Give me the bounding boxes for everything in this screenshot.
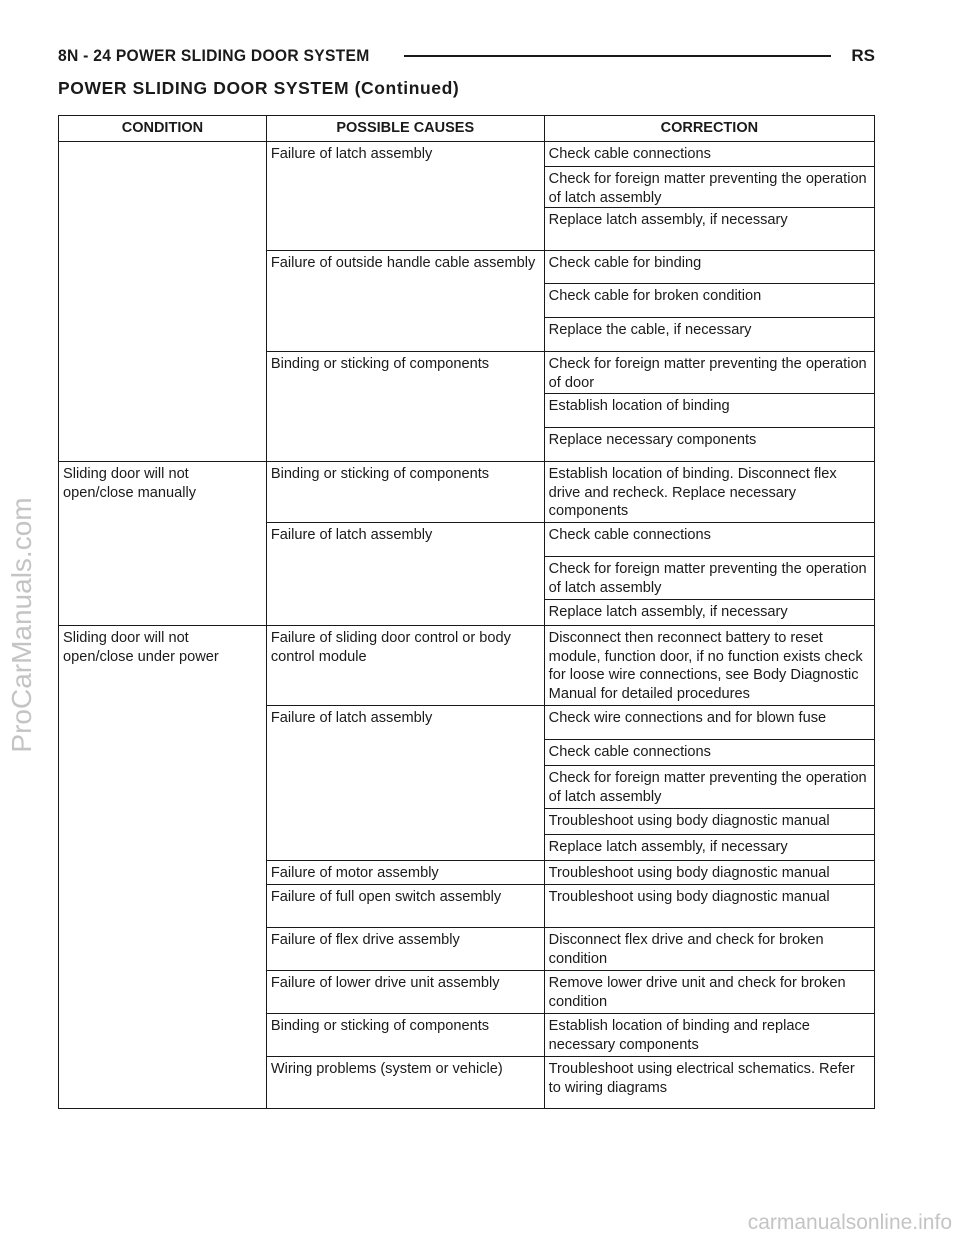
correction-cell: Check for foreign matter preventing the operation of door bbox=[544, 352, 874, 394]
page-header bbox=[58, 46, 875, 68]
cause-cell: Failure of latch assembly bbox=[266, 142, 544, 251]
correction-cell: Troubleshoot using electrical schematics. Refer to wiring diagrams bbox=[544, 1057, 874, 1109]
table-header-row bbox=[59, 116, 875, 142]
correction-cell: Check cable for broken condition bbox=[544, 284, 874, 318]
cause-cell: Failure of lower drive unit assembly bbox=[266, 971, 544, 1014]
cause-cell: Failure of motor assembly bbox=[266, 861, 544, 885]
correction-cell: Check cable for binding bbox=[544, 251, 874, 284]
correction-cell: Check cable connections bbox=[544, 740, 874, 766]
cause-cell: Binding or sticking of components bbox=[266, 462, 544, 523]
header-rule bbox=[404, 55, 831, 57]
condition-cell: Sliding door will not open/close under power bbox=[59, 626, 267, 1109]
correction-cell: Establish location of binding. Disconnect flex drive and recheck. Replace necessary components bbox=[544, 462, 874, 523]
table-row bbox=[59, 142, 875, 167]
side-watermark-text: ProCarManuals.com bbox=[6, 497, 37, 753]
cause-cell: Failure of full open switch assembly bbox=[266, 885, 544, 928]
correction-cell: Disconnect flex drive and check for broken condition bbox=[544, 928, 874, 971]
header-section-title: 8N - 24 POWER SLIDING DOOR SYSTEM bbox=[58, 46, 370, 65]
correction-cell: Replace latch assembly, if necessary bbox=[544, 208, 874, 251]
table-body bbox=[59, 142, 875, 1109]
correction-cell: Check cable connections bbox=[544, 142, 874, 167]
diagnosis-table bbox=[58, 115, 875, 1109]
correction-cell: Establish location of binding bbox=[544, 394, 874, 428]
condition-cell: Sliding door will not open/close manually bbox=[59, 462, 267, 626]
correction-cell: Replace latch assembly, if necessary bbox=[544, 600, 874, 626]
correction-cell: Troubleshoot using body diagnostic manual bbox=[544, 861, 874, 885]
correction-cell: Replace necessary components bbox=[544, 428, 874, 462]
correction-cell: Check for foreign matter preventing the operation of latch assembly bbox=[544, 557, 874, 600]
side-watermark bbox=[2, 395, 42, 855]
correction-cell: Disconnect then reconnect battery to reset module, function door, if no function exists check for loose wire connections, see Body Diagnostic Manual for detailed procedures bbox=[544, 626, 874, 706]
correction-cell: Check for foreign matter preventing the operation of latch assembly bbox=[544, 167, 874, 208]
correction-cell: Replace the cable, if necessary bbox=[544, 318, 874, 352]
cause-cell: Failure of outside handle cable assembly bbox=[266, 251, 544, 352]
correction-cell: Check cable connections bbox=[544, 523, 874, 557]
footer-watermark: carmanualsonline.info bbox=[747, 1211, 952, 1234]
cause-cell: Failure of flex drive assembly bbox=[266, 928, 544, 971]
column-header-condition: CONDITION bbox=[59, 116, 267, 142]
condition-cell bbox=[59, 142, 267, 462]
cause-cell: Failure of latch assembly bbox=[266, 706, 544, 861]
column-header-correction: CORRECTION bbox=[544, 116, 874, 142]
cause-cell: Binding or sticking of components bbox=[266, 352, 544, 462]
correction-cell: Troubleshoot using body diagnostic manual bbox=[544, 809, 874, 835]
column-header-possible-causes: POSSIBLE CAUSES bbox=[266, 116, 544, 142]
cause-cell: Failure of sliding door control or body control module bbox=[266, 626, 544, 706]
correction-cell: Troubleshoot using body diagnostic manual bbox=[544, 885, 874, 928]
cause-cell: Failure of latch assembly bbox=[266, 523, 544, 626]
correction-cell: Replace latch assembly, if necessary bbox=[544, 835, 874, 861]
correction-cell: Check for foreign matter preventing the operation of latch assembly bbox=[544, 766, 874, 809]
cause-cell: Binding or sticking of components bbox=[266, 1014, 544, 1057]
table-row bbox=[59, 626, 875, 706]
header-model-code: RS bbox=[851, 46, 875, 65]
page-subtitle: POWER SLIDING DOOR SYSTEM (Continued) bbox=[58, 78, 460, 98]
correction-cell: Remove lower drive unit and check for broken condition bbox=[544, 971, 874, 1014]
cause-cell: Wiring problems (system or vehicle) bbox=[266, 1057, 544, 1109]
correction-cell: Establish location of binding and replace necessary components bbox=[544, 1014, 874, 1057]
correction-cell: Check wire connections and for blown fuse bbox=[544, 706, 874, 740]
table-row bbox=[59, 462, 875, 523]
